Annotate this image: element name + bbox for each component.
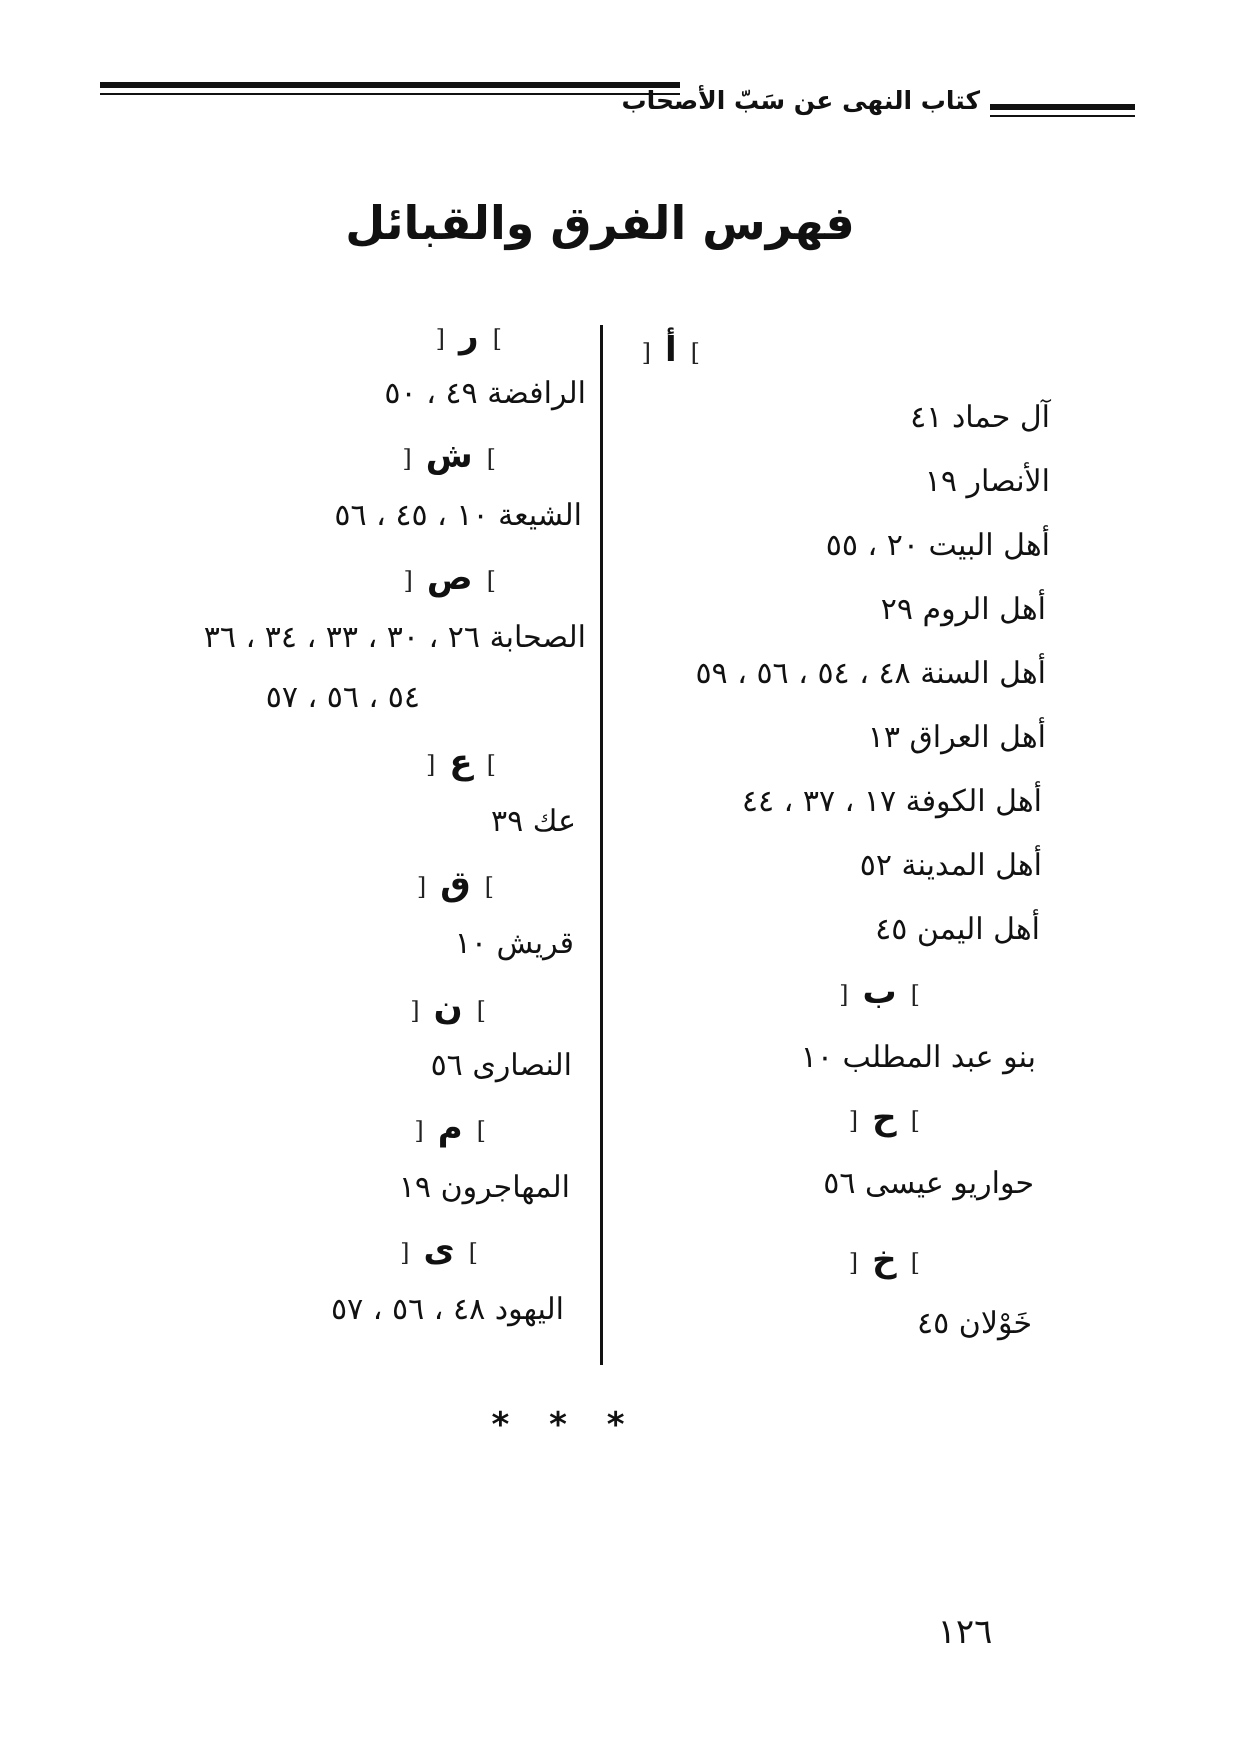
letter-heading: ]ح[ (848, 1098, 920, 1138)
index-entry: النصارى ٥٦ (430, 1048, 572, 1083)
index-entry: آل حماد ٤١ (910, 400, 1050, 435)
letter-heading: ]م[ (414, 1108, 486, 1148)
letter-heading: ]خ[ (848, 1240, 920, 1280)
index-entry: المهاجرون ١٩ (398, 1170, 570, 1205)
index-entry: أهل السنة ٤٨ ، ٥٤ ، ٥٦ ، ٥٩ (695, 656, 1046, 691)
index-entry: الرافضة ٤٩ ، ٥٠ (384, 376, 586, 411)
index-entry: اليهود ٤٨ ، ٥٦ ، ٥٧ (331, 1292, 564, 1327)
index-entry: الأنصار ١٩ (924, 464, 1050, 499)
column-divider (600, 325, 603, 1365)
page-title: فهرس الفرق والقبائل (345, 196, 855, 250)
letter-heading: ]ش[ (402, 436, 496, 476)
index-entry: الصحابة ٢٦ ، ٣٠ ، ٣٣ ، ٣٤ ، ٣٦ (203, 620, 586, 655)
index-entry: أهل اليمن ٤٥ (875, 912, 1040, 947)
index-entry: الشيعة ١٠ ، ٤٥ ، ٥٦ (334, 498, 582, 533)
letter-heading: ]ق[ (416, 864, 494, 904)
letter-heading: ]ع[ (426, 742, 496, 782)
index-entry: بنو عبد المطلب ١٠ (800, 1040, 1036, 1075)
letter-heading: ]ى[ (400, 1230, 478, 1270)
index-entry: أهل الكوفة ١٧ ، ٣٧ ، ٤٤ (741, 784, 1042, 819)
index-entry: أهل العراق ١٣ (867, 720, 1046, 755)
page-number: ١٢٦ (937, 1612, 993, 1652)
letter-heading: ]ر[ (435, 316, 502, 356)
index-entry: خَوْلان ٤٥ (917, 1306, 1032, 1341)
index-entry: عك ٣٩ (491, 804, 576, 839)
section-separator-stars: * * * (491, 1405, 639, 1445)
left-column (100, 0, 590, 1754)
index-entry: قريش ١٠ (454, 926, 574, 961)
index-entry: أهل الروم ٢٩ (880, 592, 1046, 627)
index-entry: ٥٤ ، ٥٦ ، ٥٧ (265, 680, 420, 715)
letter-heading: ]ن[ (410, 988, 486, 1028)
index-entry: أهل المدينة ٥٢ (859, 848, 1042, 883)
letter-heading: ]ص[ (403, 558, 496, 598)
letter-heading: ]ب[ (839, 972, 920, 1012)
letter-heading: ]أ[ (641, 330, 700, 370)
index-entry: أهل البيت ٢٠ ، ٥٥ (825, 528, 1050, 563)
index-entry: حواريو عيسى ٥٦ (823, 1166, 1034, 1201)
running-header-title: كتاب النهى عن سَبّ الأصحاب (621, 86, 980, 115)
right-column (621, 0, 1060, 1754)
